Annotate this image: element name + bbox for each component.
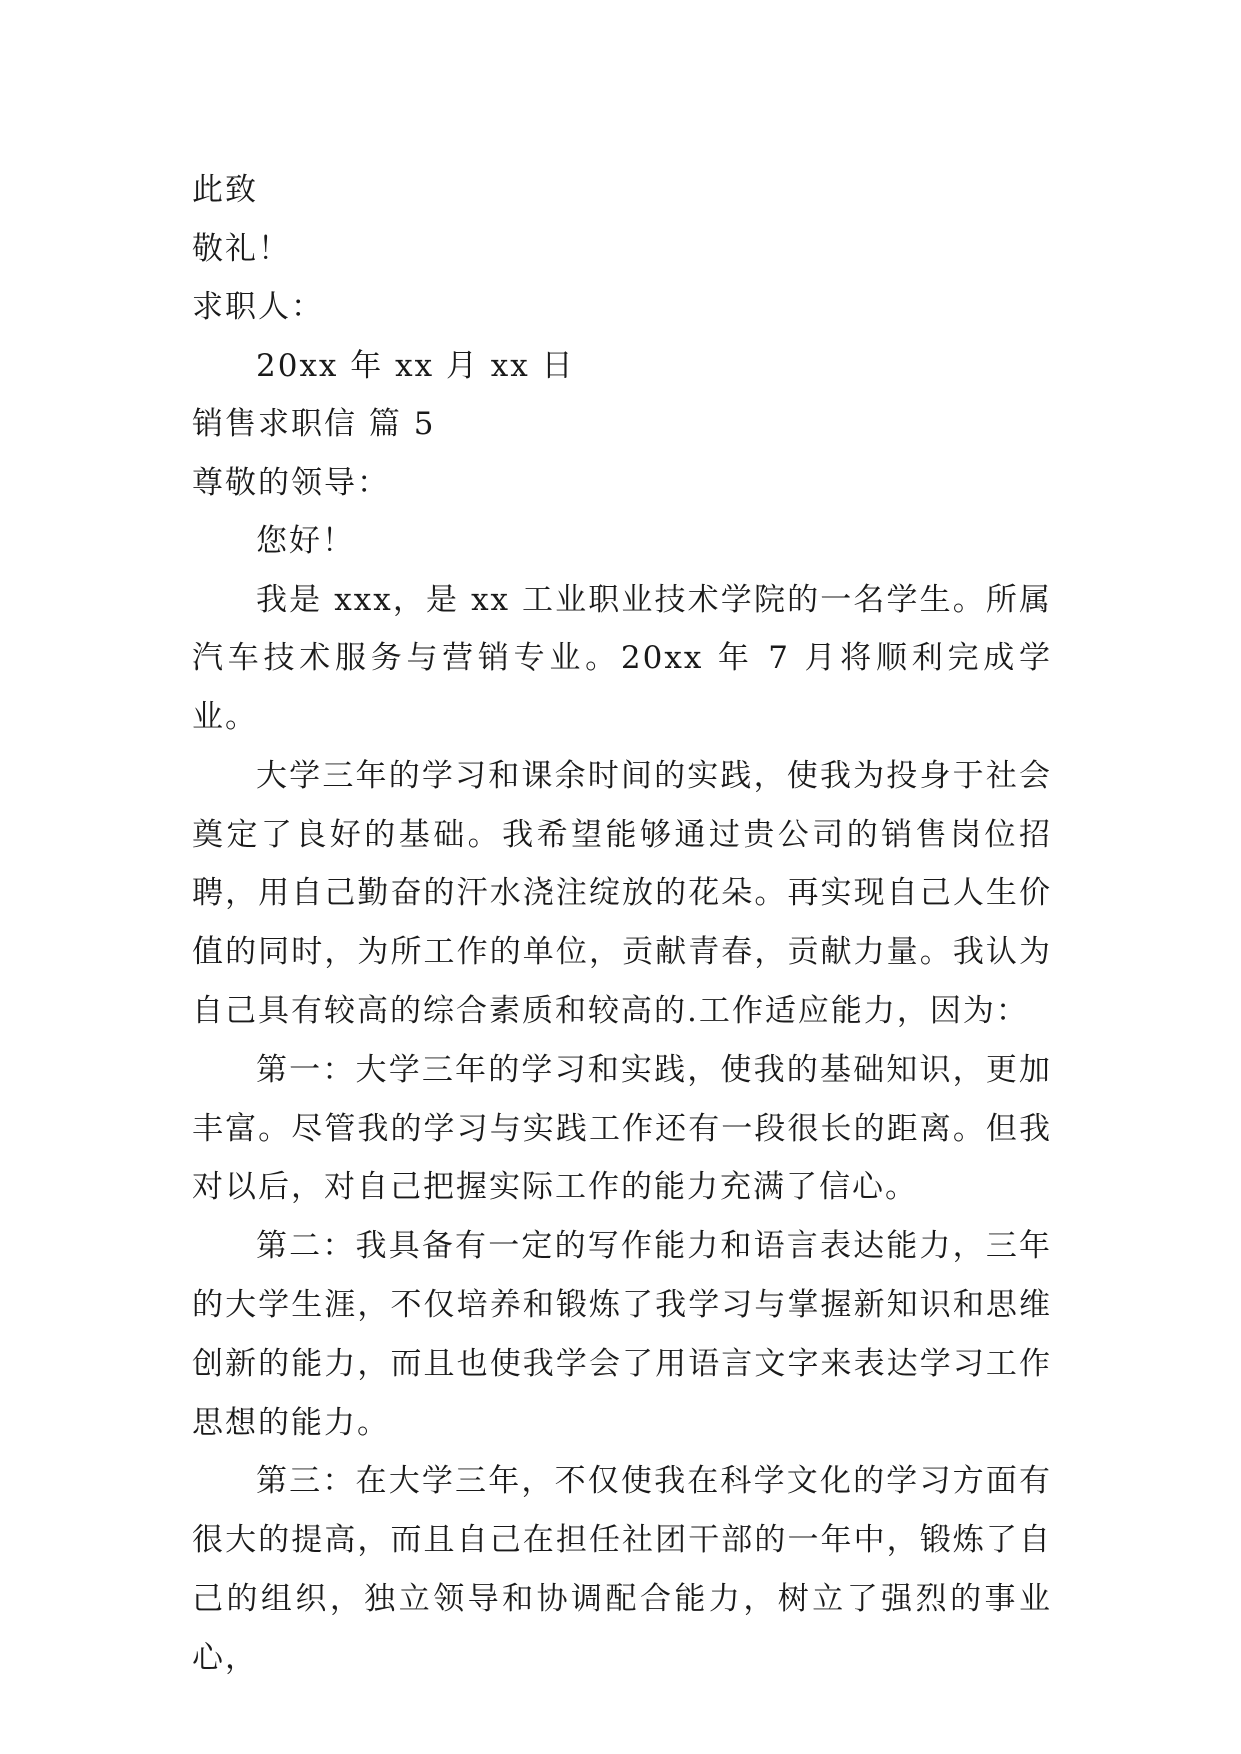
body-paragraph: 第一：大学三年的学习和实践，使我的基础知识，更加丰富。尽管我的学习与实践工作还有一段很长的距离。但我对以后，对自己把握实际工作的能力充满了信心。: [192, 1051, 1052, 1206]
body-paragraph: 第二：我具备有一定的写作能力和语言表达能力，三年的大学生涯，不仅培养和锻炼了我学习与掌握新知识和思维创新的能力，而且也使我学会了用语言文字来表达学习工作思想的能力。: [192, 1228, 1052, 1441]
letter-text: [192, 161, 1052, 1688]
body-paragraph: 第三：在大学三年，不仅使我在科学文化的学习方面有很大的提高，而且自己在担任社团干部的一年中，锻炼了自己的组织，独立领导和协调配合能力，树立了强烈的事业心，: [192, 1463, 1052, 1676]
body-paragraph: 我是 xxx，是 xx 工业职业技术学院的一名学生。所属汽车技术服务与营销专业。20xx 年 7 月将顺利完成学业。: [192, 581, 1052, 736]
letter-heading: 销售求职信 篇 5: [192, 406, 436, 442]
body-paragraph: 大学三年的学习和课余时间的实践，使我为投身于社会奠定了良好的基础。我希望能够通过贵公司的销售岗位招聘，用自己勤奋的汗水浇注绽放的花朵。再实现自己人生价值的同时，为所工作的单位，贡献青春，贡献力量。我认为自己具有较高的综合素质和较高的.工作适应能力，因为：: [192, 757, 1052, 1030]
letter-date: 20xx 年 xx 月 xx 日: [256, 347, 575, 384]
applicant-label: 求职人：: [192, 289, 324, 325]
greeting: 您好！: [256, 523, 355, 559]
addressee: 尊敬的领导：: [192, 464, 390, 501]
closing-salutation-2: 敬礼！: [192, 230, 291, 267]
closing-salutation-1: 此致: [192, 172, 258, 208]
